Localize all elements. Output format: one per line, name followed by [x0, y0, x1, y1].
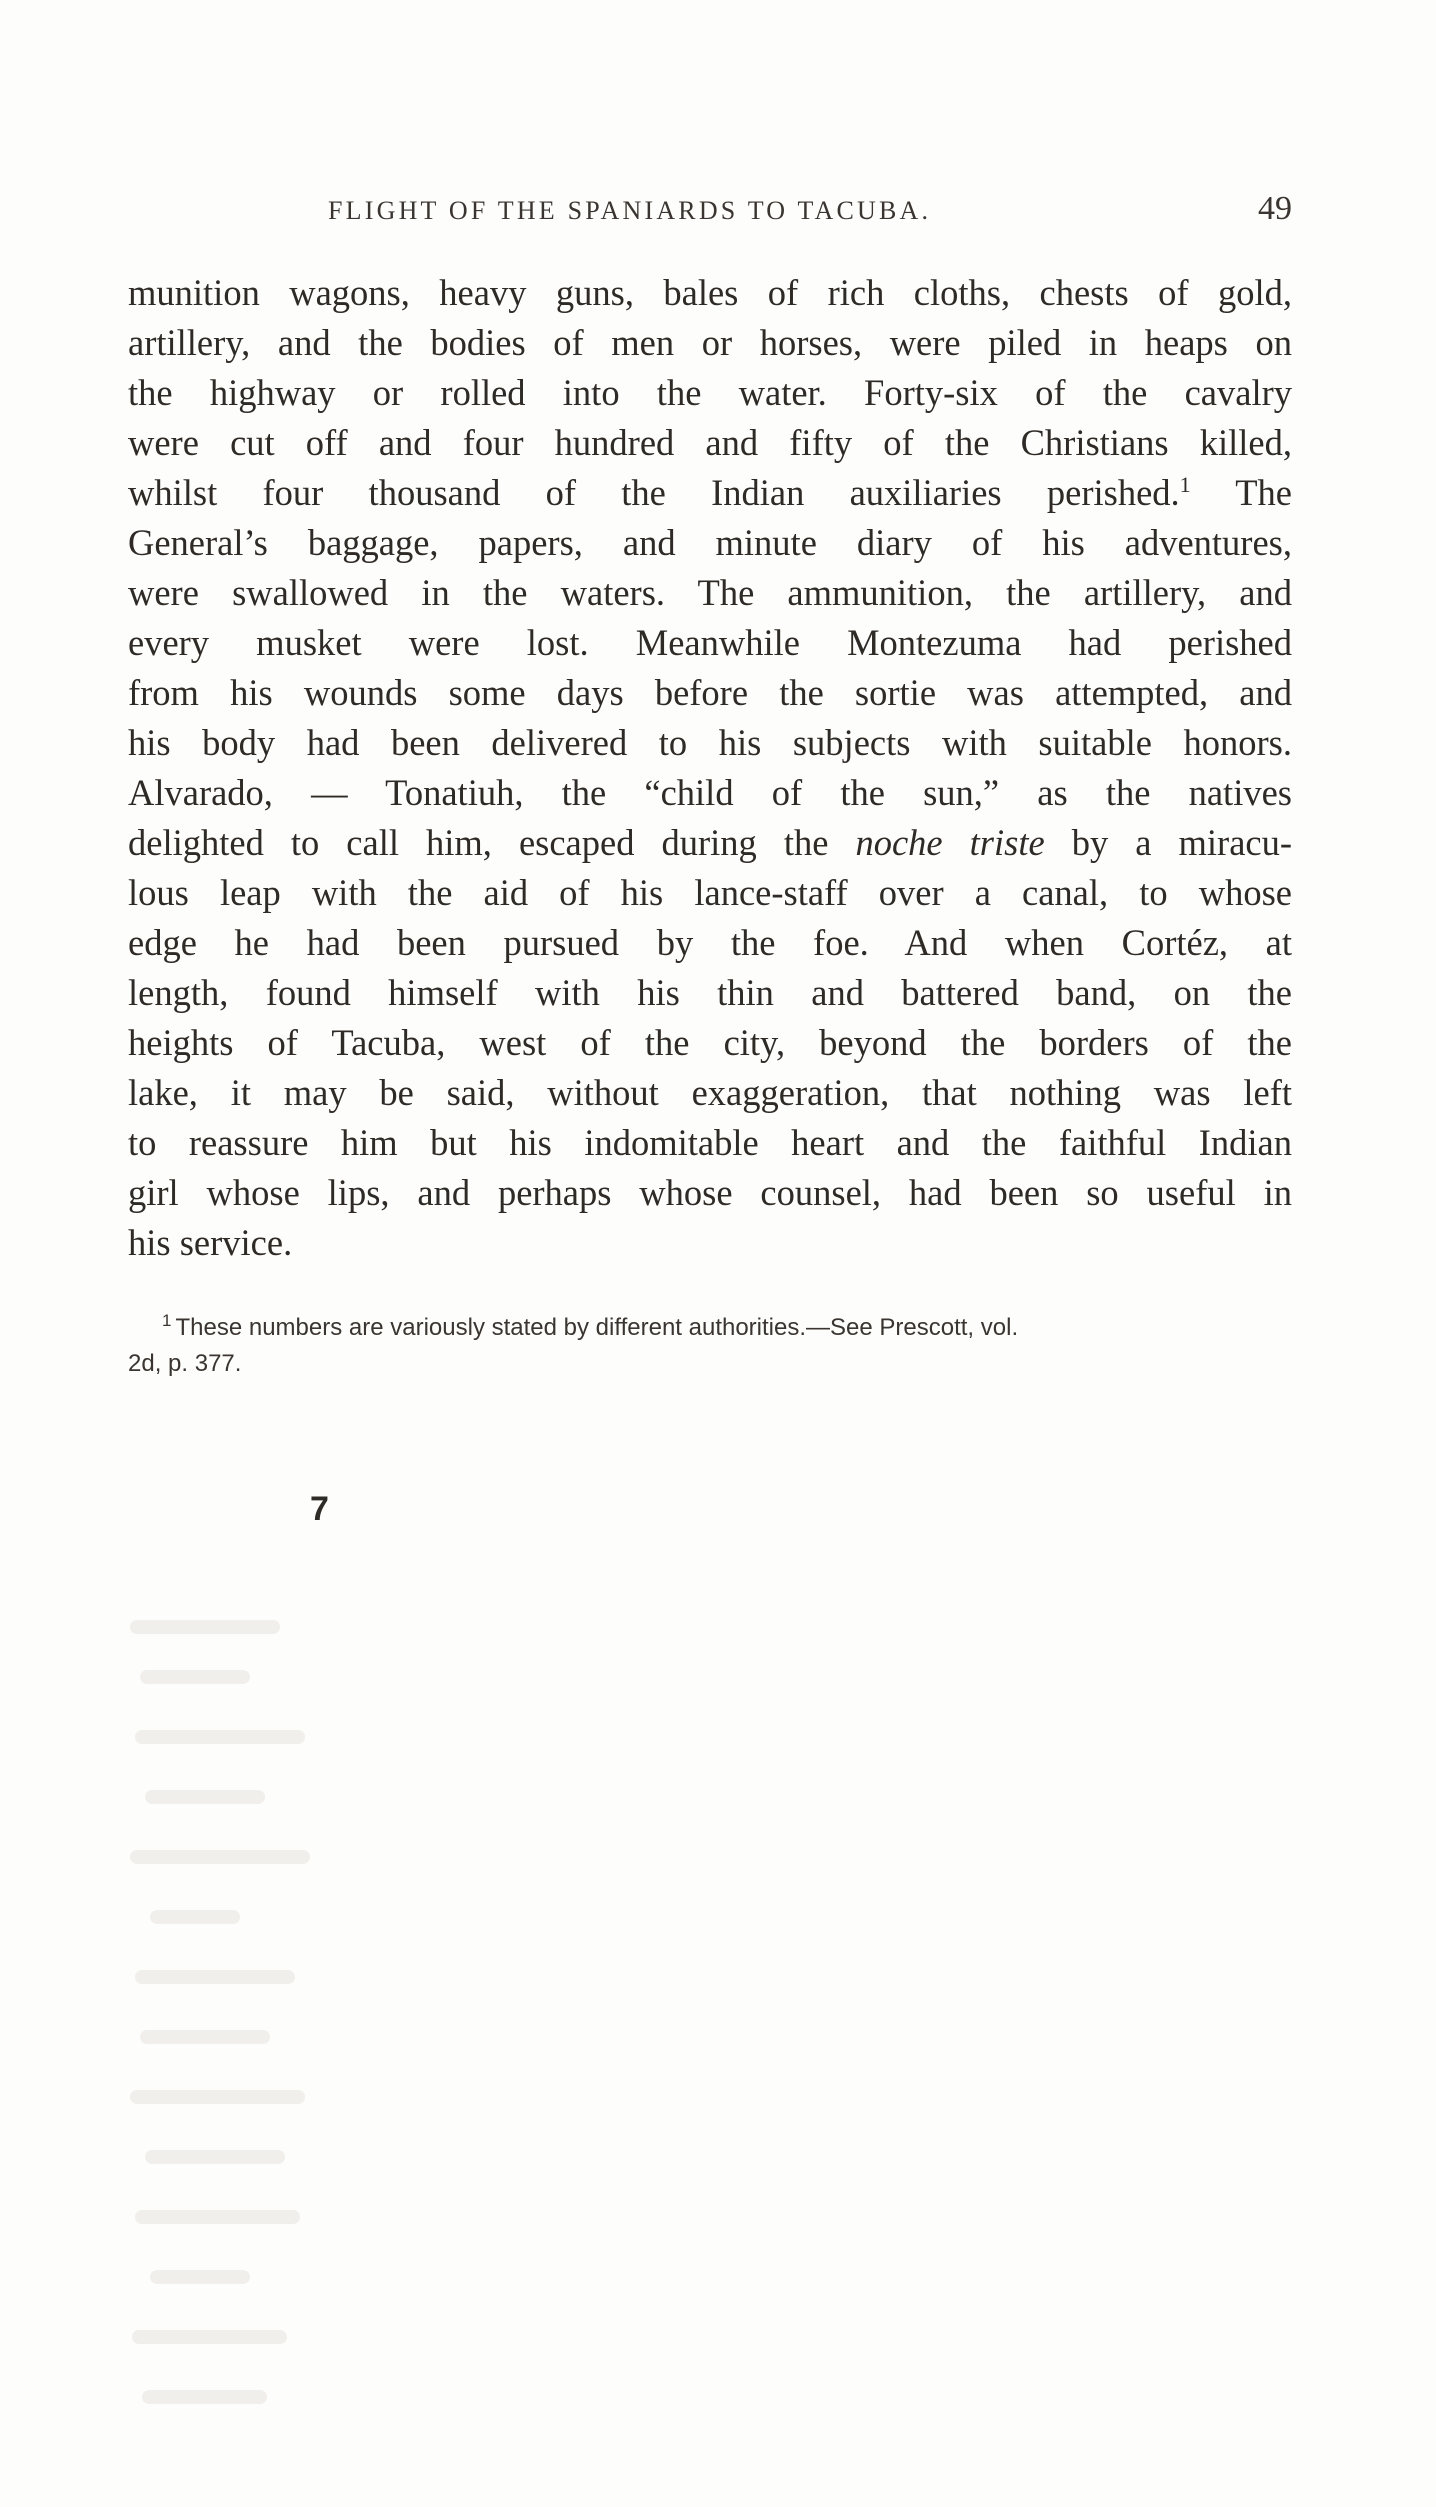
body-line-text: by a miracu-: [1044, 822, 1293, 863]
body-line: artillery, and the bodies of men or horses, were piled in heaps on: [128, 322, 1292, 363]
body-line: length, found himself with his thin and battered band, on the: [128, 972, 1292, 1013]
footnote-text: These numbers are variously stated by different authorities.—See Prescott, vol.: [175, 1314, 1019, 1341]
body-line: heights of Tacuba, west of the city, beyond the borders of the: [128, 1022, 1292, 1063]
footnote-reference: 1: [1179, 471, 1191, 497]
bleed-stroke: [130, 1850, 310, 1864]
signature-mark: 7: [310, 1490, 329, 1528]
body-line: munition wagons, heavy guns, bales of rich cloths, chests of gold,: [128, 272, 1292, 313]
bleed-stroke: [135, 2210, 300, 2224]
body-line: lous leap with the aid of his lance-staff over a canal, to whose: [128, 872, 1292, 913]
body-line: the highway or rolled into the water. Forty-six of the cavalry: [128, 372, 1292, 413]
bleed-stroke: [150, 1910, 240, 1924]
footnote: [128, 1310, 1292, 1382]
show-through-bleed: [120, 1500, 480, 2500]
bleed-stroke: [135, 1970, 295, 1984]
footnote-line: 2d, p. 377.: [128, 1350, 242, 1377]
body-line: to reassure him but his indomitable heart and the faithful Indian: [128, 1122, 1292, 1163]
body-line: were cut off and four hundred and fifty of the Christians killed,: [128, 422, 1292, 463]
body-line: edge he had been pursued by the foe. And when Cortéz, at: [128, 922, 1292, 963]
body-line: [128, 468, 1292, 518]
italic-phrase: noche triste: [855, 822, 1045, 863]
bleed-stroke: [145, 2150, 285, 2164]
bleed-stroke: [142, 2390, 267, 2404]
body-line: his body had been delivered to his subjects with suitable honors.: [128, 722, 1292, 763]
bleed-stroke: [140, 2030, 270, 2044]
bleed-stroke: [140, 1670, 250, 1684]
page-number: 49: [1258, 190, 1292, 227]
body-line: his service.: [128, 1222, 293, 1263]
body-line: General’s baggage, papers, and minute diary of his adventures,: [128, 522, 1292, 563]
running-title: FLIGHT OF THE SPANIARDS TO TACUBA.: [328, 196, 932, 225]
bleed-stroke: [150, 2270, 250, 2284]
body-line: [128, 818, 1292, 868]
body-line: were swallowed in the waters. The ammunition, the artillery, and: [128, 572, 1292, 613]
body-line-text: The: [1190, 472, 1292, 513]
footnote-line: [128, 1310, 1292, 1346]
body-line-text: whilst four thousand of the Indian auxiliaries perished.: [128, 472, 1180, 513]
bleed-stroke: [135, 1730, 305, 1744]
footnote-marker: 1: [162, 1311, 172, 1330]
bleed-stroke: [130, 1620, 280, 1634]
bleed-stroke: [130, 2090, 305, 2104]
body-line: Alvarado, — Tonatiuh, the “child of the sun,” as the natives: [128, 772, 1292, 813]
body-text: [128, 268, 1292, 1268]
body-line: lake, it may be said, without exaggeration, that nothing was left: [128, 1072, 1292, 1113]
bleed-stroke: [132, 2330, 287, 2344]
bleed-stroke: [145, 1790, 265, 1804]
body-line: girl whose lips, and perhaps whose counsel, had been so useful in: [128, 1172, 1292, 1213]
running-head: [128, 190, 1292, 236]
body-line: every musket were lost. Meanwhile Montezuma had perished: [128, 622, 1292, 663]
body-line-text: delighted to call him, escaped during the: [128, 822, 856, 863]
body-line: from his wounds some days before the sortie was attempted, and: [128, 672, 1292, 713]
